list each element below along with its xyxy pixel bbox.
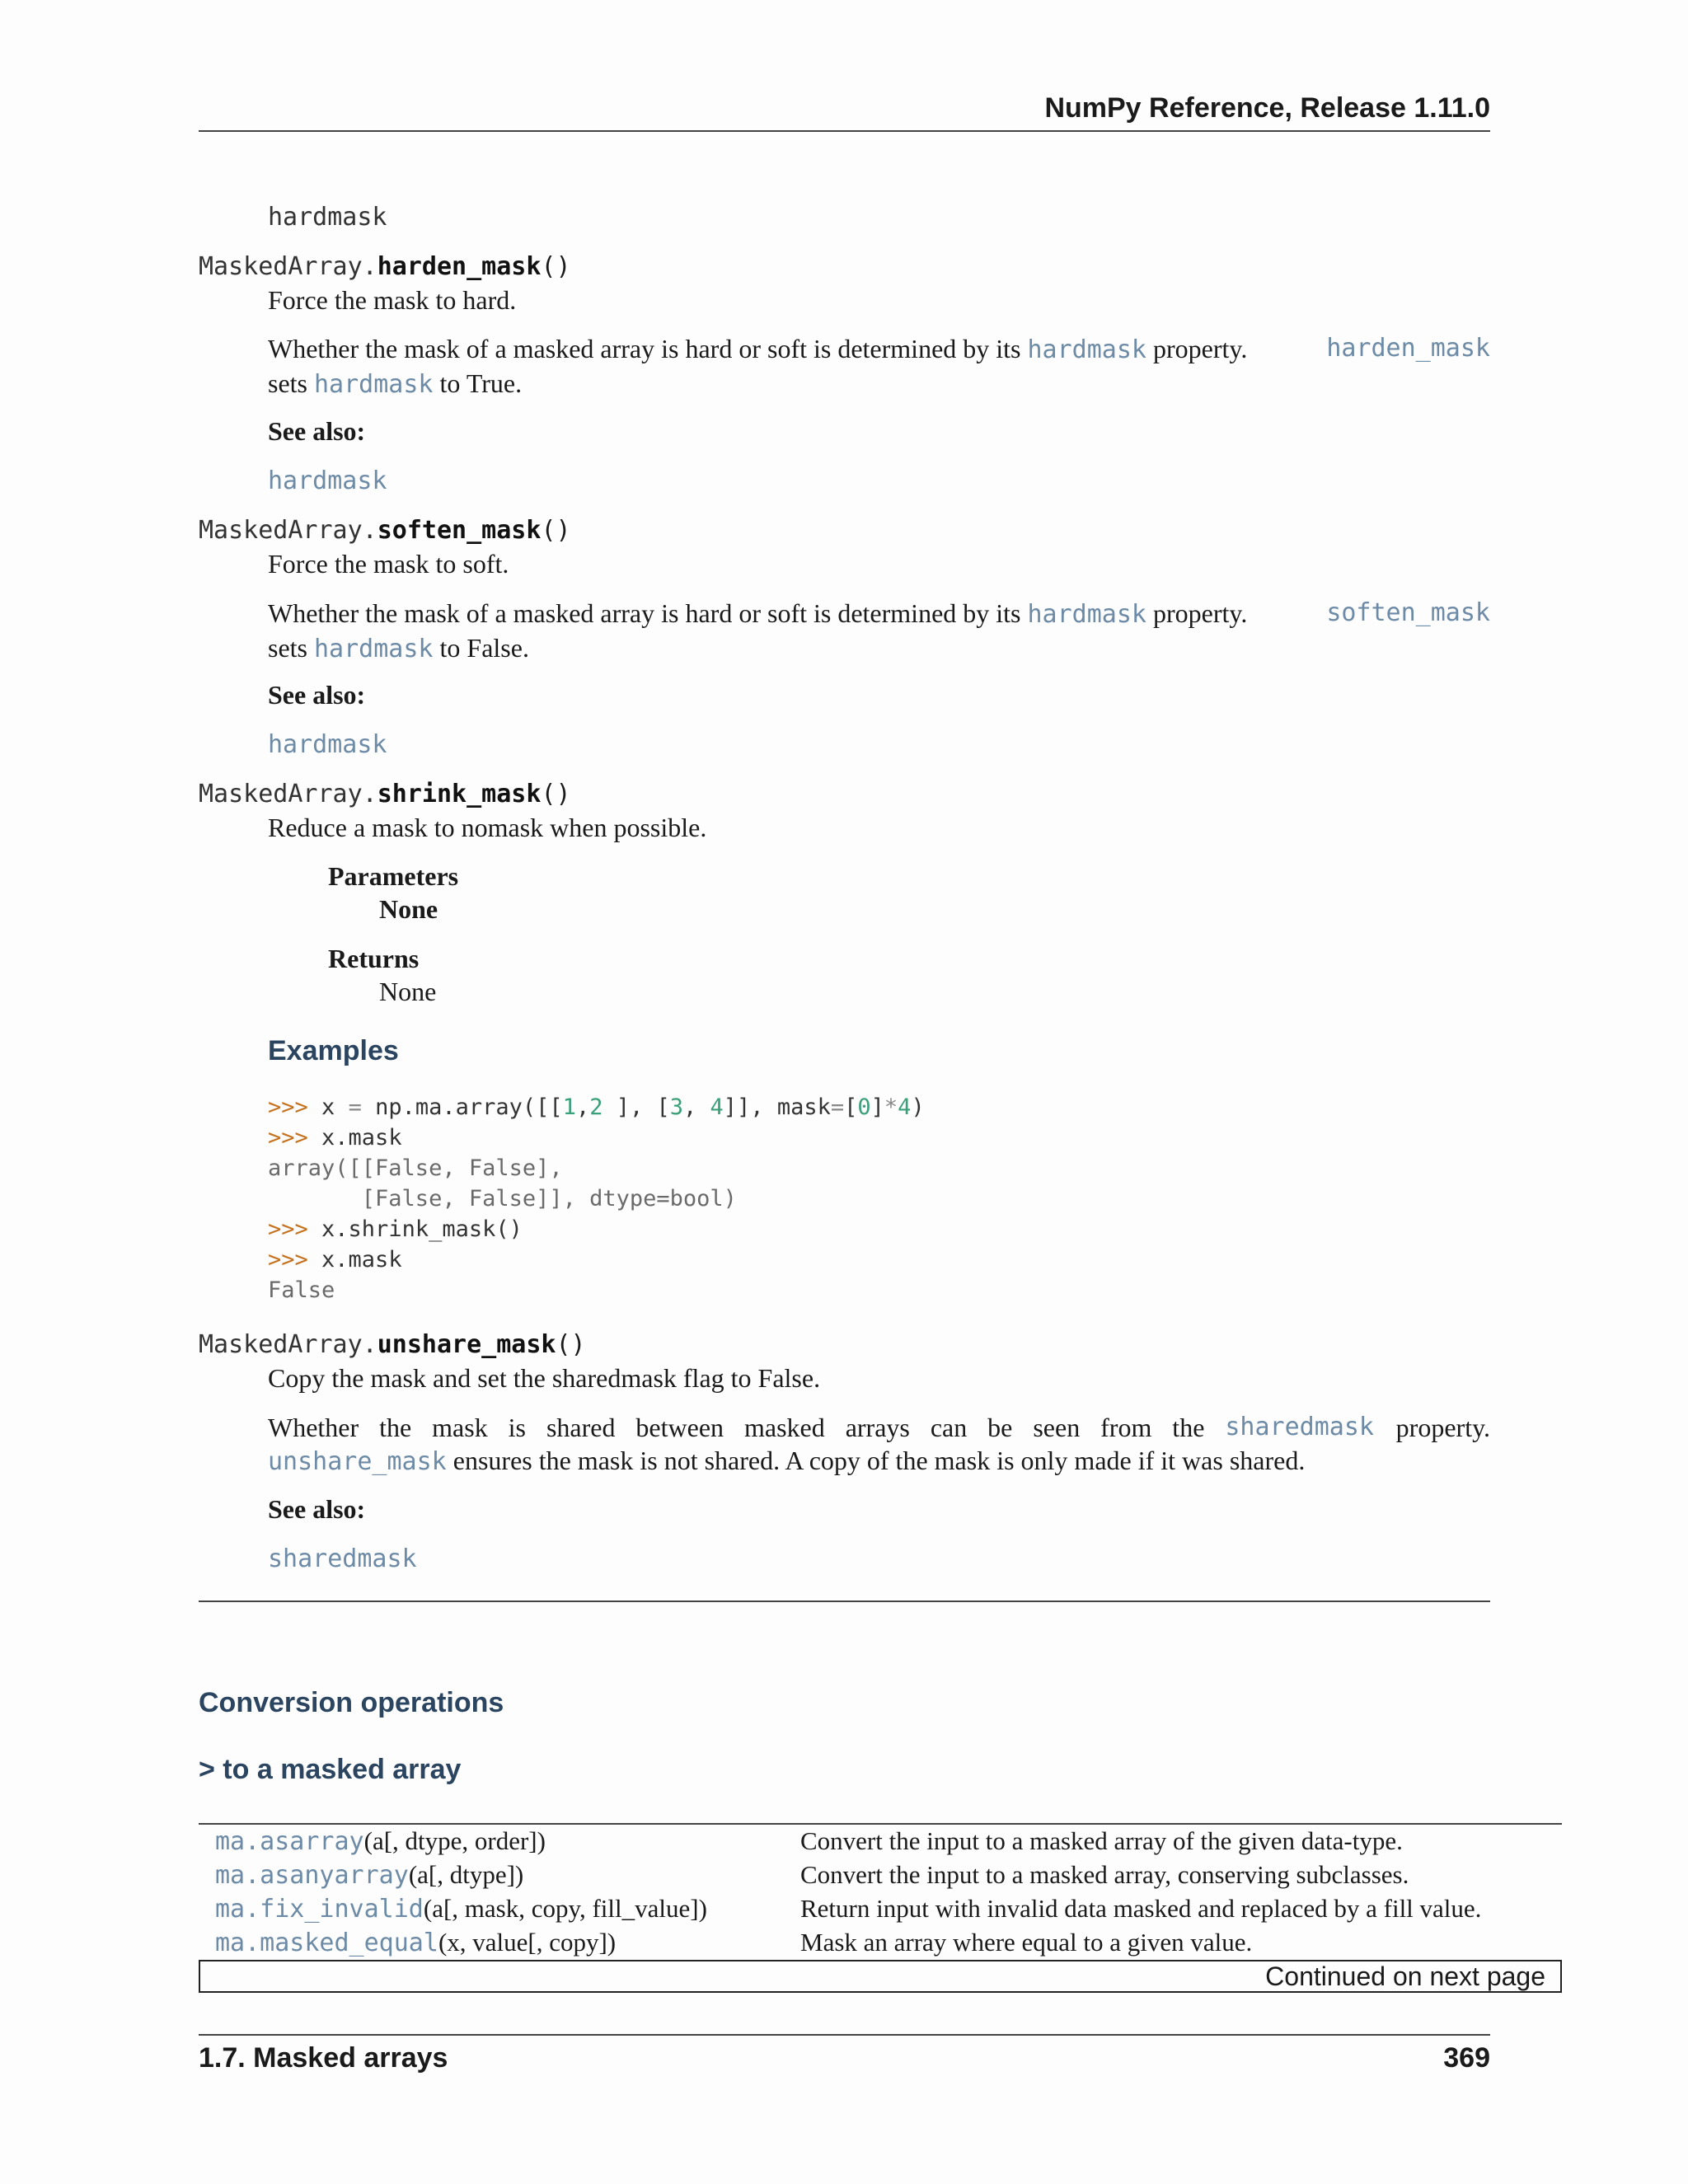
code-line: [False, False]], dtype=bool) — [268, 1186, 737, 1212]
hardmask-link[interactable]: hardmask — [314, 370, 434, 399]
function-link[interactable]: ma.asarray — [215, 1827, 364, 1856]
description-cell: Convert the input to a masked array, conserving subclasses. — [800, 1860, 1409, 1889]
soften-mask-name: soften_mask — [377, 516, 542, 545]
soften-mask-signature: MaskedArray.soften_mask() — [199, 516, 571, 545]
code-line: >>> x.shrink_mask() — [268, 1216, 523, 1242]
hardmask-link[interactable]: hardmask — [1027, 335, 1146, 364]
example-code-block — [268, 1092, 925, 1305]
code-line: array([[False, False], — [268, 1155, 563, 1181]
function-cell — [199, 1858, 800, 1892]
table-row — [199, 1825, 1562, 1858]
code-line: >>> x = np.ma.array([[1,2 ], [3, 4]], mask=[0]*4) — [268, 1094, 925, 1120]
returns-label: Returns — [328, 944, 420, 973]
parameters-label: Parameters — [328, 861, 459, 891]
see-also-hardmask-link[interactable]: hardmask — [268, 730, 387, 759]
soften-mask-link[interactable]: soften_mask — [1326, 598, 1490, 627]
header-rule — [199, 130, 1490, 132]
conversion-table — [199, 1823, 1562, 1993]
description-cell: Return input with invalid data masked and replaced by a fill value. — [800, 1894, 1482, 1923]
unshare-mask-description: Whether the mask is shared between masked arrays can be seen from the sharedmask property. unshare_mask ensures the mask is not shared. A copy of the mask is only made if it was shared. — [268, 1413, 1490, 1476]
running-header: NumPy Reference, Release 1.11.0 — [1044, 92, 1490, 124]
function-cell — [199, 1825, 800, 1858]
see-also-heading: See also: — [268, 1494, 366, 1524]
footer-section: 1.7. Masked arrays — [199, 2042, 448, 2074]
function-link[interactable]: ma.asanyarray — [215, 1861, 409, 1890]
function-link[interactable]: ma.masked_equal — [215, 1929, 438, 1957]
code-line: >>> x.mask — [268, 1125, 402, 1151]
function-args: (a[, mask, copy, fill_value]) — [423, 1894, 707, 1923]
harden-mask-description: Whether the mask of a masked array is hard or soft is determined by its hardmask property. harden_mask sets hardmask to True. — [268, 334, 1490, 399]
harden-mask-summary: Force the mask to hard. — [268, 285, 517, 315]
function-cell — [199, 1892, 800, 1926]
description-cell: Mask an array where equal to a given value. — [800, 1928, 1253, 1957]
description-cell: Convert the input to a masked array of the given data-type. — [800, 1826, 1403, 1855]
shrink-mask-signature: MaskedArray.shrink_mask() — [199, 780, 571, 808]
examples-heading: Examples — [268, 1035, 399, 1066]
function-args: (x, value[, copy]) — [438, 1928, 617, 1957]
unshare-mask-link[interactable]: unshare_mask — [268, 1447, 447, 1476]
harden-mask-signature: MaskedArray.harden_mask() — [199, 252, 571, 281]
hardmask-link[interactable]: hardmask — [314, 635, 434, 663]
soften-mask-summary: Force the mask to soft. — [268, 549, 509, 579]
function-args: (a[, dtype]) — [408, 1860, 524, 1889]
shrink-mask-summary: Reduce a mask to nomask when possible. — [268, 813, 707, 842]
to-masked-array-heading: > to a masked array — [199, 1754, 462, 1785]
continued-on-next-page: Continued on next page — [199, 1960, 1562, 1993]
conversion-operations-heading: Conversion operations — [199, 1687, 504, 1718]
function-cell — [199, 1926, 800, 1960]
returns-value: None — [379, 977, 437, 1006]
code-line: False — [268, 1277, 335, 1303]
shrink-mask-name: shrink_mask — [377, 780, 542, 808]
code-line: >>> x.mask — [268, 1247, 402, 1272]
function-args: (a[, dtype, order]) — [363, 1826, 546, 1855]
see-also-heading: See also: — [268, 680, 366, 710]
see-also-heading: See also: — [268, 416, 366, 446]
table-row — [199, 1858, 1562, 1892]
conversion-table-body — [199, 1825, 1562, 1960]
harden-mask-name: harden_mask — [377, 252, 542, 281]
function-link[interactable]: ma.fix_invalid — [215, 1895, 424, 1924]
table-row — [199, 1926, 1562, 1960]
see-also-hardmask-link[interactable]: hardmask — [268, 466, 387, 495]
section-divider — [199, 1601, 1490, 1602]
continuation-hardmask: hardmask — [268, 203, 387, 232]
hardmask-link[interactable]: hardmask — [1027, 600, 1146, 629]
page-number: 369 — [1443, 2042, 1490, 2074]
harden-mask-link[interactable]: harden_mask — [1326, 334, 1490, 363]
footer-rule — [199, 2034, 1490, 2036]
sharedmask-link[interactable]: sharedmask — [1225, 1413, 1374, 1441]
unshare-mask-name: unshare_mask — [377, 1330, 556, 1359]
soften-mask-description: Whether the mask of a masked array is hard or soft is determined by its hardmask property. soften_mask sets hardmask to False. — [268, 598, 1490, 663]
parameters-value: None — [379, 894, 438, 924]
see-also-sharedmask-link[interactable]: sharedmask — [268, 1544, 417, 1573]
unshare-mask-signature: MaskedArray.unshare_mask() — [199, 1330, 586, 1359]
table-row — [199, 1892, 1562, 1926]
unshare-mask-summary: Copy the mask and set the sharedmask flag to False. — [268, 1363, 821, 1393]
